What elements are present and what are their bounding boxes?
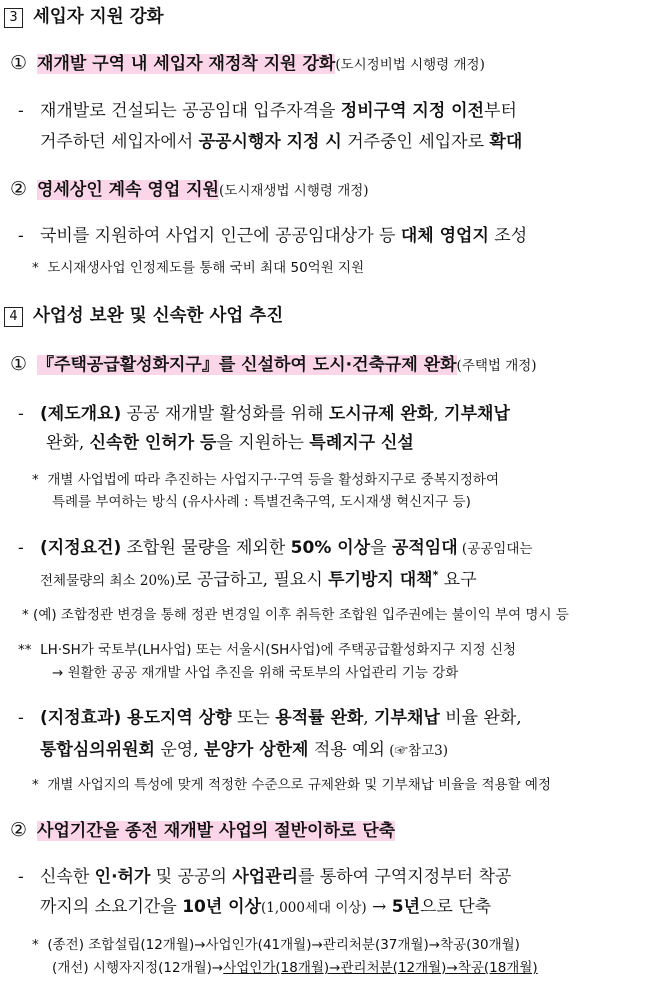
bold-text: 특례지구 신설 — [309, 433, 414, 453]
footnote-cont — [52, 661, 458, 681]
text: 거주중인 세입자로 — [341, 132, 490, 152]
text: 및 공공의 — [150, 867, 233, 887]
bold-text: 용적률 완화 — [275, 708, 364, 728]
bullet-marker: - — [18, 708, 24, 728]
bullet-line-cont — [40, 127, 522, 152]
note-marker: * — [32, 937, 39, 953]
text: 적용 예외 — [308, 740, 385, 760]
footnote — [32, 468, 499, 488]
subheading-2 — [10, 175, 369, 200]
reference-note: (☞참고3) — [384, 743, 448, 759]
bullet-marker: - — [18, 867, 24, 887]
note-text: 특례를 부여하는 방식 (유사사례 : 특별건축구역, 도시재생 혁신지구 등) — [52, 494, 471, 510]
footnote — [32, 773, 551, 793]
text: 으로 단축 — [420, 897, 492, 917]
text: 또는 — [231, 708, 276, 728]
bold-text: 신속한 인허가 등 — [89, 433, 217, 453]
note-marker: * — [32, 777, 39, 793]
text: 조성 — [488, 226, 528, 246]
note-text: (예) 조합정관 변경을 통해 정관 변경일 이후 취득한 조합원 입주권에는 불이익 부여 명시 등 — [33, 607, 569, 623]
bold-text: (지정효과) — [40, 708, 122, 728]
note-text: 개별 사업법에 따라 추진하는 사업지구·구역 등을 활성화지구로 중복지정하여 — [47, 472, 499, 488]
footnote-cont — [52, 956, 538, 976]
bold-text: 확대 — [489, 132, 523, 152]
bullet-marker: - — [18, 226, 24, 246]
bold-text: 분양가 상한제 — [204, 740, 309, 760]
text: 을 지원하는 — [216, 433, 310, 453]
small-text: 전체물량의 최소 20%) — [40, 573, 176, 589]
bold-text: 사업관리 — [232, 867, 299, 887]
bullet-line — [18, 862, 511, 887]
subheading-number: ② — [10, 178, 28, 200]
bullet-line-cont — [46, 428, 414, 453]
bullet-line-cont — [40, 892, 491, 917]
text: 공공 재개발 활성화를 위해 — [121, 404, 329, 424]
bullet-line — [18, 533, 532, 558]
subheading-note: (주택법 개정) — [456, 358, 537, 374]
bullet-marker: - — [18, 538, 24, 558]
bold-text: 인·허가 — [94, 867, 151, 887]
subheading-title: 영세상인 계속 영업 지원 — [37, 180, 220, 200]
bold-text: 5년 — [391, 897, 420, 917]
bold-text: 기부채납 — [444, 404, 510, 424]
bold-text: 공공시행자 지정 시 — [198, 132, 342, 152]
bullet-line — [18, 96, 517, 121]
bullet-line-cont — [40, 565, 477, 590]
text: 까지의 소요기간을 — [40, 897, 183, 917]
bullet-line — [18, 221, 527, 246]
footnote — [22, 603, 569, 623]
note-text: LH·SH가 국토부(LH사업) 또는 서울시(SH사업)에 주택공급활성화지구 지정 신청 — [40, 642, 517, 658]
bullet-marker: - — [18, 101, 24, 121]
subheading-1 — [10, 49, 485, 74]
bold-text: 도시규제 완화 — [328, 404, 434, 424]
note-marker: * — [32, 260, 39, 276]
bold-text: 공적임대 — [391, 538, 458, 558]
note-marker: ** — [18, 642, 32, 658]
section-title: 세입자 지원 강화 — [33, 7, 164, 27]
note-text: 개별 사업지의 특성에 맞게 적정한 수준으로 규제완화 및 기부채납 비율을 적용할 예정 — [47, 777, 551, 793]
footnote — [18, 638, 516, 658]
text: 국비를 지원하여 사업지 인근에 공공임대상가 등 — [40, 226, 401, 246]
bullet-line-cont — [40, 735, 448, 760]
text: 재개발로 건설되는 공공임대 입주자격을 — [40, 101, 341, 121]
bullet-line — [18, 399, 510, 424]
small-text: (1,000세대 이상) — [261, 900, 367, 916]
note-text: → 원활한 공공 재개발 사업 추진을 위해 국토부의 사업관리 기능 강화 — [52, 665, 459, 681]
footnote — [32, 256, 364, 276]
note-text: (개선) 시행자지정(12개월)→ — [52, 960, 224, 976]
bullet-marker: - — [18, 404, 24, 424]
text: , — [363, 708, 375, 728]
subheading-note: (도시정비법 시행령 개정) — [335, 57, 485, 73]
bold-text: 용도지역 상향 — [121, 708, 232, 728]
section-title: 사업성 보완 및 신속한 사업 추진 — [33, 306, 284, 326]
bold-text: 50% 이상 — [290, 538, 371, 558]
text: 을 — [370, 538, 392, 558]
subheading-number: ① — [10, 353, 28, 375]
footnote — [32, 933, 520, 953]
note-marker: * — [32, 472, 39, 488]
bold-text: (제도개요) — [40, 404, 122, 424]
subheading-title: 사업기간을 종전 재개발 사업의 절반이하로 단축 — [37, 821, 396, 841]
bold-text: 10년 이상 — [182, 897, 262, 917]
subheading-4 — [10, 816, 395, 841]
text: 로 공급하고, 필요시 — [175, 570, 329, 590]
subheading-number: ② — [10, 819, 28, 841]
section-number-box: 3 — [4, 8, 23, 28]
section-number-box: 4 — [4, 307, 23, 327]
bullet-line — [18, 703, 522, 728]
text: 완화 — [46, 433, 79, 453]
text: 조합원 물량을 제외한 — [121, 538, 291, 558]
note-marker: * — [432, 568, 439, 582]
subheading-3 — [10, 350, 537, 375]
bold-text: 정비구역 지정 이전 — [340, 101, 485, 121]
text: , — [433, 404, 445, 424]
text: 비율 완화, — [439, 708, 522, 728]
text: 신속한 — [40, 867, 95, 887]
arrow-text: → — [366, 897, 392, 917]
subheading-title: 재개발 구역 내 세입자 재정착 지원 강화 — [37, 54, 336, 74]
text: 운영, — [154, 740, 205, 760]
note-text: (종전) 조합설립(12개월)→사업인가(41개월)→관리처분(37개월)→착공(30개월) — [47, 937, 520, 953]
bold-text: (지정요건) — [40, 538, 122, 558]
subheading-number: ① — [10, 52, 28, 74]
text: 요구 — [438, 570, 477, 590]
underlined-text: 사업인가(18개월)→관리처분(12개월)→착공(18개월) — [223, 960, 538, 976]
section-heading-3 — [4, 3, 164, 28]
small-text: (공공임대는 — [457, 541, 533, 557]
subheading-note: (도시재생법 시행령 개정) — [219, 183, 369, 199]
bold-text: 기부채납 — [374, 708, 440, 728]
bold-text: 투기방지 대책 — [328, 570, 433, 590]
text: 거주하던 세입자에서 — [40, 132, 199, 152]
section-heading-4 — [4, 302, 283, 327]
note-marker: * — [22, 607, 29, 623]
text: 부터 — [484, 101, 517, 121]
text: 를 통하여 구역지정부터 착공 — [298, 867, 512, 887]
note-text: 도시재생사업 인정제도를 통해 국비 최대 50억원 지원 — [47, 260, 365, 276]
subheading-title: 『주택공급활성화지구』를 신설하여 도시·건축규제 완화 — [37, 355, 457, 375]
bold-text: 통합심의위원회 — [40, 740, 155, 760]
text: , — [78, 433, 90, 453]
bold-text: 대체 영업지 — [400, 226, 489, 246]
footnote-cont — [52, 490, 471, 510]
